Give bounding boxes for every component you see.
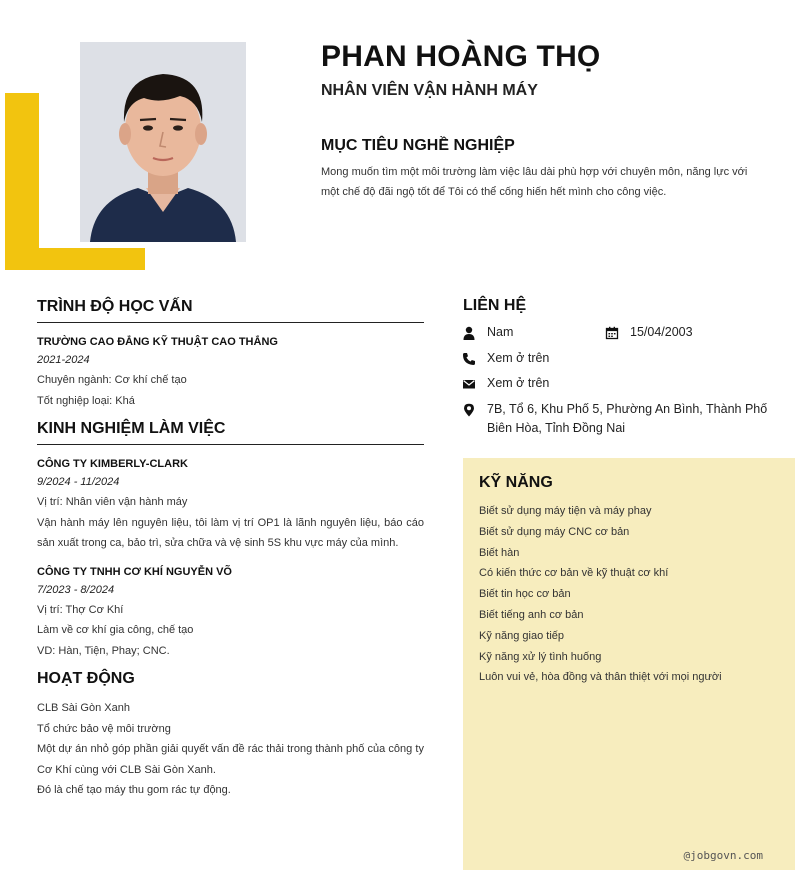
candidate-name: PHAN HOÀNG THỌ (321, 40, 601, 73)
objective-heading: MỤC TIÊU NGHỀ NGHIỆP (321, 137, 515, 154)
job-description: Vận hành máy lên nguyên liệu, tôi làm vị trí OP1 là lãnh nguyên liệu, báo cáo sản xuất trong ca, bảo trì, sửa chữa và vệ sinh 5S khu vực máy của mình. (37, 516, 424, 549)
job-position: Vị trí: Nhân viên vận hành máy (37, 496, 188, 508)
contact-address: 7B, Tổ 6, Khu Phố 5, Phường An Bình, Thành Phố Biên Hòa, Tỉnh Đồng Nai (487, 402, 768, 435)
activities-heading: HOẠT ĐỘNG (37, 670, 135, 687)
watermark: @jobgovn.com (683, 849, 763, 862)
activity-role: Tổ chức bảo vệ môi trường (37, 722, 171, 735)
activity-description: Một dự án nhỏ góp phần giải quyết vấn đề rác thải trong thành phố của công ty Cơ Khí cùng với CLB Sài Gòn Xanh. (37, 743, 424, 776)
skill-item: Biết hàn (479, 546, 520, 559)
job-description: Làm về cơ khí gia công, chế tạo (37, 624, 194, 636)
person-icon (462, 326, 476, 340)
decorative-frame-horizontal (5, 248, 145, 270)
education-heading: TRÌNH ĐỘ HỌC VẤN (37, 298, 424, 323)
activity-org: CLB Sài Gòn Xanh (37, 702, 130, 714)
job-company: CÔNG TY TNHH CƠ KHÍ NGUYỄN VÕ (37, 565, 232, 578)
skill-item: Biết tiếng anh cơ bản (479, 608, 584, 621)
skill-item: Luôn vui vẻ, hòa đồng và thân thiệt với mọi người (479, 671, 722, 684)
location-pin-icon (462, 403, 476, 417)
objective-text: Mong muốn tìm một môi trường làm việc lâu dài phù hợp với chuyên môn, năng lực với một chế độ đãi ngộ tốt để Tôi có thể cống hiến hết mình cho công việc. (321, 166, 748, 198)
education-grade: Tốt nghiệp loại: Khá (37, 394, 135, 407)
calendar-icon (605, 326, 619, 340)
contact-gender: Nam (487, 325, 514, 339)
education-school: TRƯỜNG CAO ĐẲNG KỸ THUẬT CAO THẮNG (37, 336, 278, 348)
experience-heading: KINH NGHIỆM LÀM VIỆC (37, 420, 424, 445)
skill-item: Có kiến thức cơ bản về kỹ thuật cơ khí (479, 567, 669, 580)
skill-item: Biết sử dụng máy CNC cơ bản (479, 525, 630, 538)
phone-icon (462, 352, 476, 366)
job-period: 9/2024 - 11/2024 (37, 476, 120, 488)
contact-birthday: 15/04/2003 (630, 325, 693, 339)
mail-icon (462, 377, 476, 391)
skills-panel (463, 458, 795, 870)
skills-heading: KỸ NĂNG (479, 474, 553, 491)
decorative-frame-vertical (5, 93, 39, 270)
activity-detail: Đó là chế tạo máy thu gom rác tự động. (37, 784, 231, 796)
education-major: Chuyên ngành: Cơ khí chế tạo (37, 374, 187, 386)
skill-item: Biết tin học cơ bản (479, 588, 571, 601)
job-extra: VD: Hàn, Tiện, Phay; CNC. (37, 644, 170, 657)
job-company: CÔNG TY KIMBERLY-CLARK (37, 458, 188, 470)
job-position: Vị trí: Thợ Cơ Khí (37, 603, 124, 616)
profile-photo (80, 42, 246, 242)
job-title: NHÂN VIÊN VẬN HÀNH MÁY (321, 82, 538, 99)
contact-phone: Xem ở trên (487, 351, 550, 365)
education-period: 2021-2024 (37, 354, 90, 366)
contact-email: Xem ở trên (487, 376, 550, 390)
contact-heading: LIÊN HỆ (463, 297, 527, 314)
skill-item: Kỹ năng giao tiếp (479, 629, 565, 642)
skills-list (479, 501, 779, 688)
left-column (37, 298, 424, 801)
skill-item: Biết sử dụng máy tiện và máy phay (479, 505, 652, 517)
job-period: 7/2023 - 8/2024 (37, 583, 115, 596)
skill-item: Kỹ năng xử lý tình huống (479, 650, 602, 663)
